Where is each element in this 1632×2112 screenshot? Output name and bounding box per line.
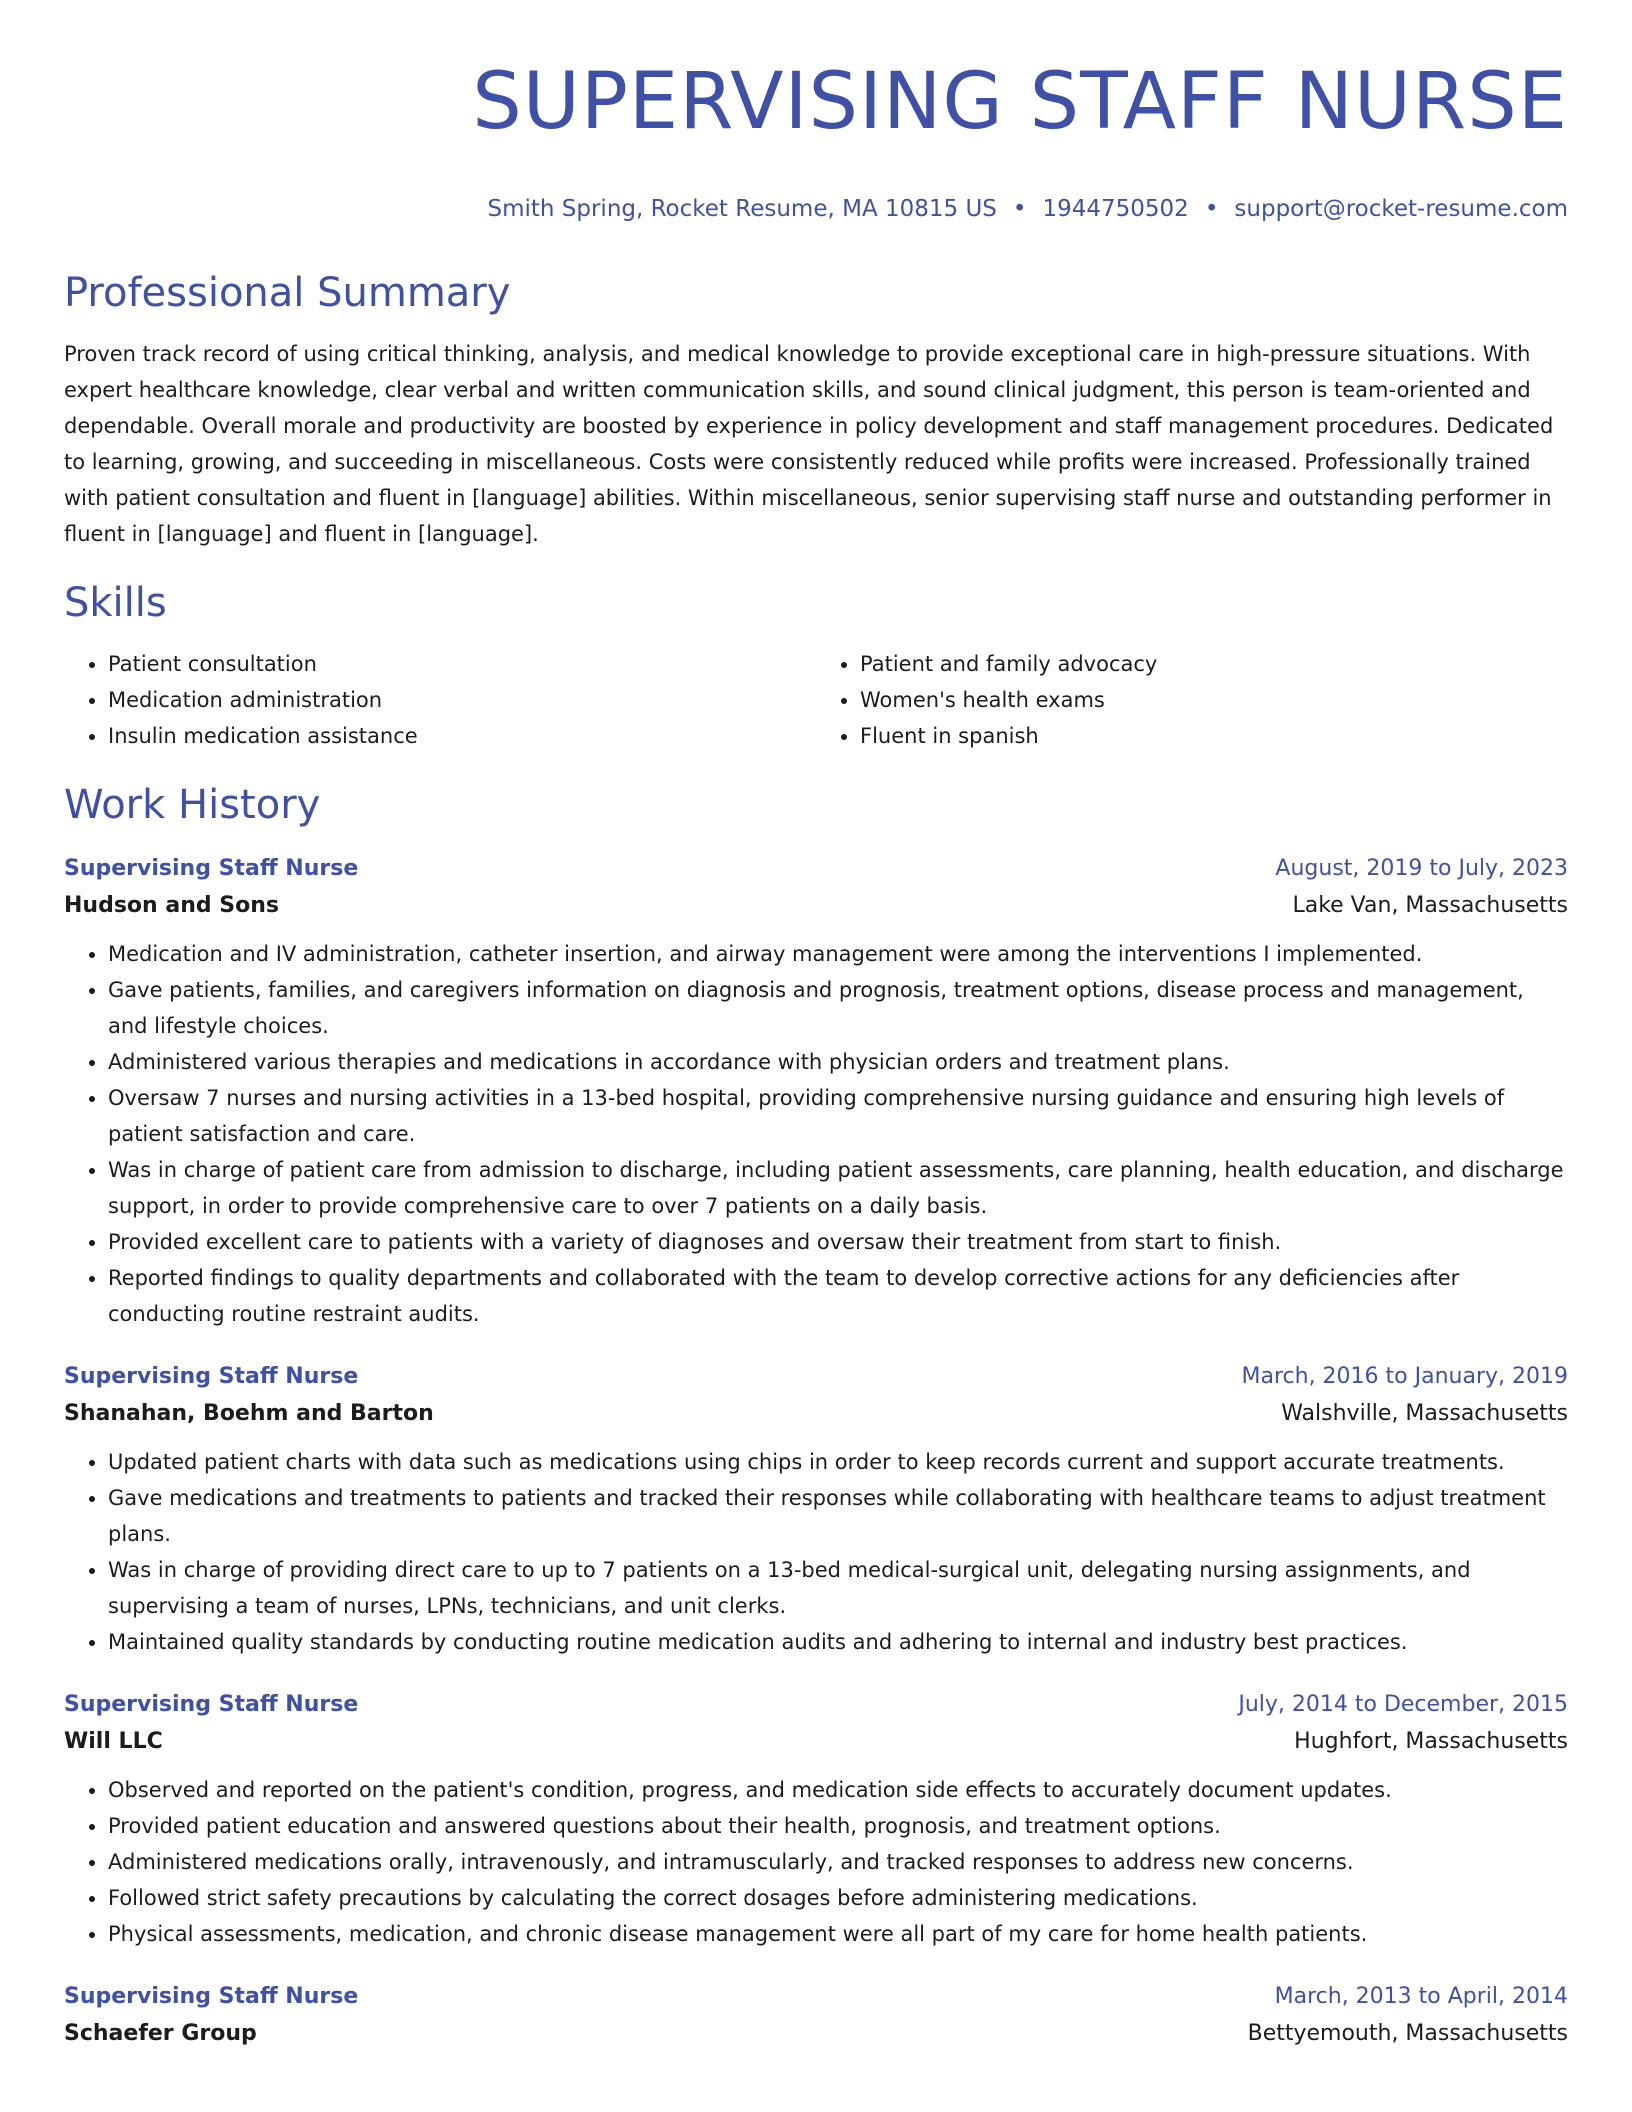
- skills-columns: [64, 646, 1568, 754]
- contact-separator: •: [1204, 196, 1219, 222]
- job-bullets: [64, 1772, 1568, 1952]
- job-company-row: [64, 2014, 1568, 2054]
- job-header-row: [64, 1360, 1568, 1394]
- skills-section: [64, 578, 1568, 754]
- job-bullets: [64, 936, 1568, 1332]
- job-bullet: • Administered medications orally, intravenously, and intramuscularly, and tracked responses to address new concerns.: [108, 1844, 1568, 1880]
- job-bullet: • Observed and reported on the patient's condition, progress, and medication side effects to accurately document updates.: [108, 1772, 1568, 1808]
- job-company: Shanahan, Boehm and Barton: [64, 1401, 434, 1426]
- section-title: Skills: [64, 580, 167, 626]
- job-title: Supervising Staff Nurse: [64, 1364, 359, 1389]
- job-bullet: • Updated patient charts with data such as medications using chips in order to keep records current and support accurate treatments.: [108, 1444, 1568, 1480]
- section-title: Work History: [64, 782, 321, 828]
- job-header-row: [64, 852, 1568, 886]
- job-entry: [64, 1360, 1568, 1660]
- job-title: Supervising Staff Nurse: [64, 1984, 359, 2009]
- contact-separator: •: [1012, 196, 1027, 222]
- section-title: Professional Summary: [64, 270, 511, 316]
- job-bullets: [64, 1444, 1568, 1660]
- job-bullet: • Administered various therapies and medications in accordance with physician orders and treatment plans.: [108, 1044, 1568, 1080]
- job-bullet: • Reported findings to quality departments and collaborated with the team to develop corrective actions for any deficiencies after conducting routine restraint audits.: [108, 1260, 1568, 1332]
- contact-line: [64, 194, 1568, 224]
- resume-header: [64, 0, 1568, 224]
- skill-item: • Patient consultation: [108, 646, 816, 682]
- work-history-section: [64, 780, 1568, 2054]
- job-bullet: • Physical assessments, medication, and chronic disease management were all part of my care for home health patients.: [108, 1916, 1568, 1952]
- job-bullet: • Medication and IV administration, catheter insertion, and airway management were among the interventions I implemented.: [108, 936, 1568, 972]
- job-header-row: [64, 1980, 1568, 2014]
- job-bullet: • Oversaw 7 nurses and nursing activities in a 13-bed hospital, providing comprehensive nursing guidance and ensuring high levels of patient satisfaction and care.: [108, 1080, 1568, 1152]
- job-company: Hudson and Sons: [64, 893, 279, 918]
- contact-phone: 1944750502: [1042, 196, 1189, 222]
- job-header-row: [64, 1688, 1568, 1722]
- job-bullet: • Gave patients, families, and caregivers information on diagnosis and prognosis, treatment options, disease process and management, and lifestyle choices.: [108, 972, 1568, 1044]
- skills-list-left: [64, 646, 816, 754]
- job-dates: August, 2019 to July, 2023: [1275, 856, 1568, 881]
- job-location: Hughfort, Massachusetts: [1294, 1729, 1568, 1754]
- skill-item: • Fluent in spanish: [860, 718, 1568, 754]
- job-dates: March, 2013 to April, 2014: [1274, 1984, 1568, 2009]
- skill-item: • Women's health exams: [860, 682, 1568, 718]
- job-company-row: [64, 886, 1568, 926]
- contact-address: Smith Spring, Rocket Resume, MA 10815 US: [487, 196, 997, 222]
- job-company-row: [64, 1394, 1568, 1434]
- job-location: Walshville, Massachusetts: [1281, 1401, 1568, 1426]
- job-company-row: [64, 1722, 1568, 1762]
- job-company: Will LLC: [64, 1729, 163, 1754]
- job-title: Supervising Staff Nurse: [64, 856, 359, 881]
- skill-item: • Patient and family advocacy: [860, 646, 1568, 682]
- skill-item: • Insulin medication assistance: [108, 718, 816, 754]
- job-company: Schaefer Group: [64, 2021, 257, 2046]
- professional-summary-section: [64, 268, 1568, 552]
- skills-list-right: [816, 646, 1568, 754]
- job-dates: July, 2014 to December, 2015: [1238, 1692, 1568, 1717]
- job-title: Supervising Staff Nurse: [64, 1692, 359, 1717]
- contact-email[interactable]: support@rocket-resume.com: [1234, 196, 1568, 222]
- job-entry: [64, 852, 1568, 1332]
- job-bullet: • Followed strict safety precautions by calculating the correct dosages before administering medications.: [108, 1880, 1568, 1916]
- job-entry: [64, 1688, 1568, 1952]
- skill-item: • Medication administration: [108, 682, 816, 718]
- job-location: Lake Van, Massachusetts: [1292, 893, 1568, 918]
- job-bullet: • Provided patient education and answered questions about their health, prognosis, and treatment options.: [108, 1808, 1568, 1844]
- job-dates: March, 2016 to January, 2019: [1241, 1364, 1568, 1389]
- job-bullet: • Provided excellent care to patients with a variety of diagnoses and oversaw their treatment from start to finish.: [108, 1224, 1568, 1260]
- job-bullet: • Was in charge of patient care from admission to discharge, including patient assessments, care planning, health education, and discharge support, in order to provide comprehensive care to over 7 patients on a daily basis.: [108, 1152, 1568, 1224]
- summary-text: Proven track record of using critical thinking, analysis, and medical knowledge to provide exceptional care in high-pressure situations. With expert healthcare knowledge, clear verbal and written communication skills, and sound clinical judgment, this person is team-oriented and dependable. Overall morale and productivity are boosted by experience in policy development and staff management procedures. Dedicated to learning, growing, and succeeding in miscellaneous. Costs were consistently reduced while profits were increased. Professionally trained with patient consultation and fluent in [language] abilities. Within miscellaneous, senior supervising staff nurse and outstanding performer in fluent in [language] and fluent in [language].: [64, 342, 1554, 546]
- job-bullet: • Maintained quality standards by conducting routine medication audits and adhering to internal and industry best practices.: [108, 1624, 1568, 1660]
- candidate-name: SUPERVISING STAFF NURSE: [472, 57, 1568, 147]
- job-location: Bettyemouth, Massachusetts: [1247, 2021, 1568, 2046]
- job-bullet: • Was in charge of providing direct care to up to 7 patients on a 13-bed medical-surgical unit, delegating nursing assignments, and supervising a team of nurses, LPNs, technicians, and unit clerks.: [108, 1552, 1568, 1624]
- job-bullet: • Gave medications and treatments to patients and tracked their responses while collaborating with healthcare teams to adjust treatment plans.: [108, 1480, 1568, 1552]
- job-entry: [64, 1980, 1568, 2054]
